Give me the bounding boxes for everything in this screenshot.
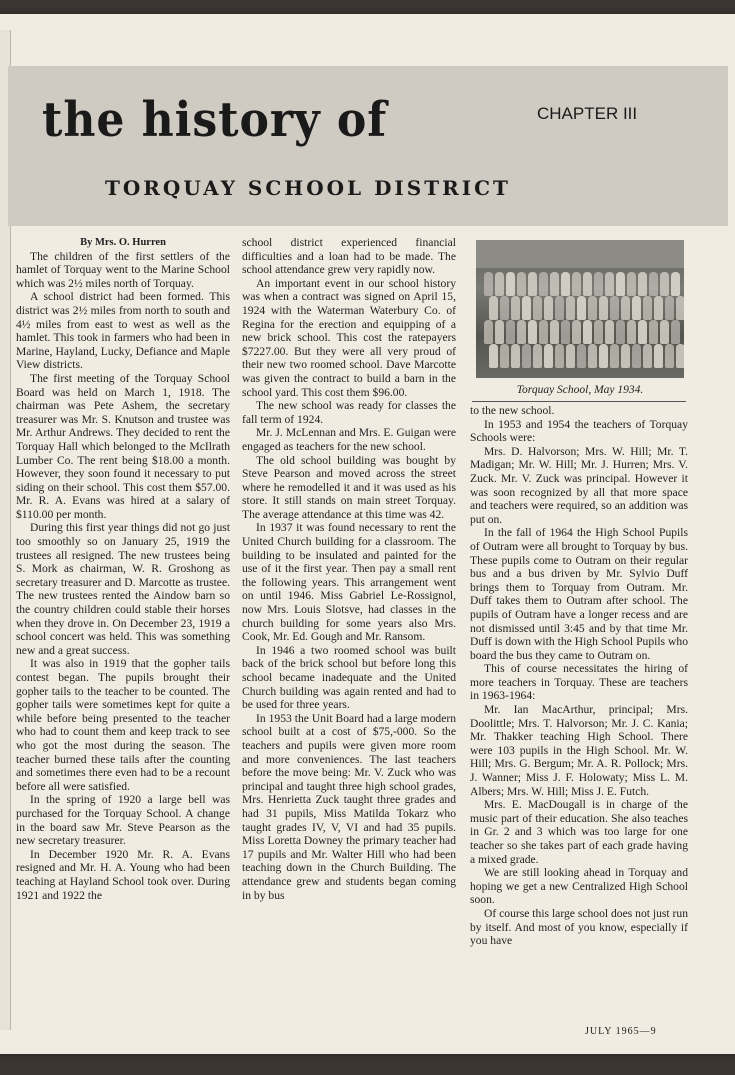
paragraph: The old school building was bought by Steve Pearson and moved across the street where he remodelled it and it was used as his store. It still stands on main street Torquay. The average attendance at this time was 42. — [242, 453, 456, 521]
photo-pupil-figure — [506, 320, 515, 344]
paragraph: In 1946 a two roomed school was built back of the brick school but before long this school became inadequate and the United Church building was again rented and had to be used for three years. — [242, 643, 456, 712]
paragraph: Mr. J. McLennan and Mrs. E. Guigan were engaged as teachers for the new school. — [242, 426, 456, 453]
paragraph: We are still looking ahead in Torquay and hoping we get a new Centralized High School soon. — [470, 866, 688, 907]
photo-pupil-figure — [649, 320, 658, 344]
photo-pupil-figure — [511, 296, 520, 320]
photo-building-wall — [476, 240, 684, 268]
photo-pupil-figure — [495, 272, 504, 296]
photo-pupil-figure — [506, 272, 515, 296]
photo-pupil-figure — [495, 320, 504, 344]
paragraph: school district experienced financial difficulties and a loan had to be made. The school attendance grew very rapidly now. — [242, 236, 456, 277]
paragraph: Mrs. D. Halvorson; Mrs. W. Hill; Mr. T. Madigan; Mr. W. Hill; Mr. J. Hurren; Mrs. V. Zuck. Mr. V. Zuck was principal. However it was soon recognized by all that more space and teachers were required, so an addition was put on. — [470, 444, 688, 526]
photo-pupil-figure — [671, 272, 680, 296]
photo-pupil-figure — [583, 272, 592, 296]
paragraph: In the fall of 1964 the High School Pupils of Outram were all brought to Torquay by bus. These pupils come to Outram on their regular bus and a bus driven by Mr. Sylvio Duff brings them to Torquay from Outram. Mr. Duff takes them to Outram after school. The pupils of Outram have a longer recess and are not dismissed until 3:45 and by that time Mr. Duff is down with the High School Pupils who board the bus they came to Outram on. — [470, 526, 688, 662]
photo-caption: Torquay School, May 1934. — [516, 384, 644, 396]
column-1 — [16, 236, 230, 902]
photo-pupil-figure — [660, 272, 669, 296]
section-title: TORQUAY SCHOOL DISTRICT — [105, 176, 511, 200]
photo-pupil-figure — [550, 320, 559, 344]
photo-pupil-figure — [577, 344, 586, 368]
paragraph: The first meeting of the Torquay School Board was held on March 1, 1918. The chairman was Pete Ashem, the secretary treasurer was Mr. S. Knutson and trustee was Mr. Arthur Andrews. They decided to rent the Torquay Hall which belonged to the McIlrath Lumber Co. The rent being $18.00 a month. However, they soon found it necessary to put siding on their school. This cost them $57.00. Mr. R. A. Evans was hired at a salary of $110.00 per month. — [16, 371, 230, 521]
photo-pupil-figure — [632, 344, 641, 368]
photo-pupil-figure — [616, 320, 625, 344]
photo-pupil-figure — [500, 296, 509, 320]
photo-pupil-figure — [583, 320, 592, 344]
photo-pupil-figure — [489, 344, 498, 368]
photo-pupil-figure — [660, 320, 669, 344]
paragraph: Mrs. E. MacDougall is in charge of the music part of their education. She also teaches in Gr. 2 and 3 which was too large for one teacher so she takes part of each grade having a mixed grade. — [470, 798, 688, 866]
photo-pupil-figure — [610, 296, 619, 320]
photo-pupil-figure — [544, 344, 553, 368]
photo-pupil-figure — [621, 296, 630, 320]
photo-pupil-figure — [616, 272, 625, 296]
photo-pupil-figure — [605, 320, 614, 344]
photo-pupil-figure — [671, 320, 680, 344]
photo-pupil-figure — [528, 320, 537, 344]
page-footer: JULY 1965—9 — [585, 1026, 657, 1037]
photo-pupil-figure — [588, 296, 597, 320]
photo-pupil-figure — [555, 296, 564, 320]
photo-pupil-figure — [654, 344, 663, 368]
page-title: the history of — [42, 92, 388, 148]
photo-pupil-figure — [533, 344, 542, 368]
photo-pupil-figure — [511, 344, 520, 368]
caption-divider — [472, 401, 686, 402]
photo-pupil-figure — [649, 272, 658, 296]
photo-pupil-figure — [654, 296, 663, 320]
photo-pupil-figure — [588, 344, 597, 368]
school-photo — [476, 240, 684, 378]
paragraph: to the new school. — [470, 404, 555, 417]
photo-pupil-figure — [643, 344, 652, 368]
photo-pupil-figure — [594, 272, 603, 296]
column-2 — [242, 236, 456, 902]
photo-pupil-figure — [489, 296, 498, 320]
photo-pupil-figure — [484, 320, 493, 344]
paragraph: The new school was ready for classes the fall term of 1924. — [242, 399, 456, 426]
photo-pupil-figure — [627, 320, 636, 344]
photo-pupil-figure — [632, 296, 641, 320]
paragraph: An important event in our school history was when a contract was signed on April 15, 1924 with the Waterman Waterbury Co. of Regina for the erection and equipping of a new brick school. This cost the ratepayers $7227.00. But they were all very proud of their new two roomed school. Dave Marcotte was given the contract to build a barn in the school yard. This cost them $96.00. — [242, 276, 456, 399]
paragraph: It was also in 1919 that the gopher tails contest began. The pupils brought their gopher tails to the teacher to be counted. The gopher tails were sometimes kept for quite a while before being presented to the teacher who had to count them and keep track to see who got the most during the season. The teacher burned these tails after the counting and sometimes there even had to be a recount before all were satisfied. — [16, 657, 230, 793]
paragraph: In 1953 the Unit Board had a large modern school built at a cost of $75,-000. So the teachers and pupils were given more room and more conveniences. The last teachers before the move being: Mr. V. Zuck who was principal and taught three high school grades, Mrs. Henrietta Zuck taught three grades and had 31 pupils, Miss Matilda Tokarz who taught grades IV, V, VI and had 35 pupils. Miss Loretta Downey the primary teacher had 17 pupils and Mr. Walter Hill who had been teaching down in the Church Building. The attendance grew and students began coming in by bus — [242, 711, 456, 902]
photo-pupil-figure — [572, 320, 581, 344]
column-3 — [470, 404, 688, 948]
paragraph: In the spring of 1920 a large bell was purchased for the Torquay School. A change in the board saw Mr. Steve Pearson as the new secretary treasurer. — [16, 793, 230, 848]
photo-pupil-figure — [594, 320, 603, 344]
photo-pupil-figure — [561, 320, 570, 344]
paragraph: A school district had been formed. This district was 2½ miles from north to south and 4½ miles from east to west as well as the hamlet. This took in farmers who had been in Marine, Hayland, Lucky, Defiance and Maple View districts. — [16, 290, 230, 372]
photo-pupil-figure — [566, 296, 575, 320]
photo-pupil-figure — [638, 272, 647, 296]
photo-pupil-figure — [566, 344, 575, 368]
photo-pupil-figure — [676, 344, 684, 368]
paragraph: This of course necessitates the hiring of more teachers in Torquay. These are teachers in 1963-1964: — [470, 662, 688, 703]
photo-pupil-figure — [555, 344, 564, 368]
photo-pupil-figure — [539, 320, 548, 344]
photo-pupil-figure — [522, 296, 531, 320]
photo-pupil-figure — [572, 272, 581, 296]
photo-pupil-figure — [599, 344, 608, 368]
photo-pupil-figure — [544, 296, 553, 320]
paragraph: In 1953 and 1954 the teachers of Torquay Schools were: — [470, 417, 688, 445]
photo-pupil-figure — [561, 272, 570, 296]
photo-pupil-figure — [484, 272, 493, 296]
photo-pupil-figure — [665, 344, 674, 368]
photo-pupil-figure — [605, 272, 614, 296]
photo-pupil-figure — [517, 272, 526, 296]
photo-pupil-figure — [638, 320, 647, 344]
photo-pupil-figure — [517, 320, 526, 344]
photo-pupil-figure — [528, 272, 537, 296]
photo-pupil-figure — [621, 344, 630, 368]
paragraph: In 1937 it was found necessary to rent the United Church building for a classroom. The building to be insulated and painted for the use of it the first year. Then pay a small rent the following years. This arrangement went on until 1946. Miss Gabriel Le-Rossignol, now Mrs. Louis Slotsve, had classes in the church building for some years also Mrs. Cook, Mr. Ed. Gough and Mr. Ransom. — [242, 521, 456, 644]
photo-pupil-figure — [665, 296, 674, 320]
photo-pupil-figure — [539, 272, 548, 296]
paragraph: Mr. Ian MacArthur, principal; Mrs. Doolittle; Mrs. T. Halvorson; Mr. J. C. Kania; Mr. Thakker teaching High School. There were 103 pupils in the High School. Mr. W. Hill; Mrs. G. Bergum; Mr. A. R. Pollock; Mrs. J. Wanner; Miss J. F. Holowaty; Miss L. M. Albers; Mrs. W. Hill; Miss J. E. Futch. — [470, 703, 688, 798]
photo-pupil-figure — [643, 296, 652, 320]
photo-pupil-figure — [627, 272, 636, 296]
photo-pupil-figure — [533, 296, 542, 320]
photo-pupil-figure — [610, 344, 619, 368]
photo-pupil-figure — [500, 344, 509, 368]
photo-pupil-figure — [676, 296, 684, 320]
photo-pupil-figure — [599, 296, 608, 320]
photo-pupil-figure — [577, 296, 586, 320]
byline: By Mrs. O. Hurren — [80, 237, 166, 248]
chapter-label: CHAPTER III — [537, 104, 638, 123]
photo-pupil-figure — [550, 272, 559, 296]
paragraph: Of course this large school does not just run by itself. And most of you know, especially if you have — [470, 906, 688, 948]
paragraph: The children of the first settlers of the hamlet of Torquay went to the Marine School which was 2½ miles north of Torquay. — [16, 249, 230, 290]
paragraph: In December 1920 Mr. R. A. Evans resigned and Mr. H. A. Young who had been teaching at Hayland School took over. During 1921 and 1922 the — [16, 847, 230, 902]
photo-pupil-figure — [522, 344, 531, 368]
paragraph: During this first year things did not go just too smoothly so on January 25, 1919 the trustees all resigned. The new trustees being S. Mork as chairman, W. R. Groshong as secretary treasurer and D. Marcotte as trustee. The new trustees rented the Aindow barn so the country children could stable their horses when they drove in. On December 23, 1919 a school concert was held. This was something new and a great success. — [16, 521, 230, 657]
